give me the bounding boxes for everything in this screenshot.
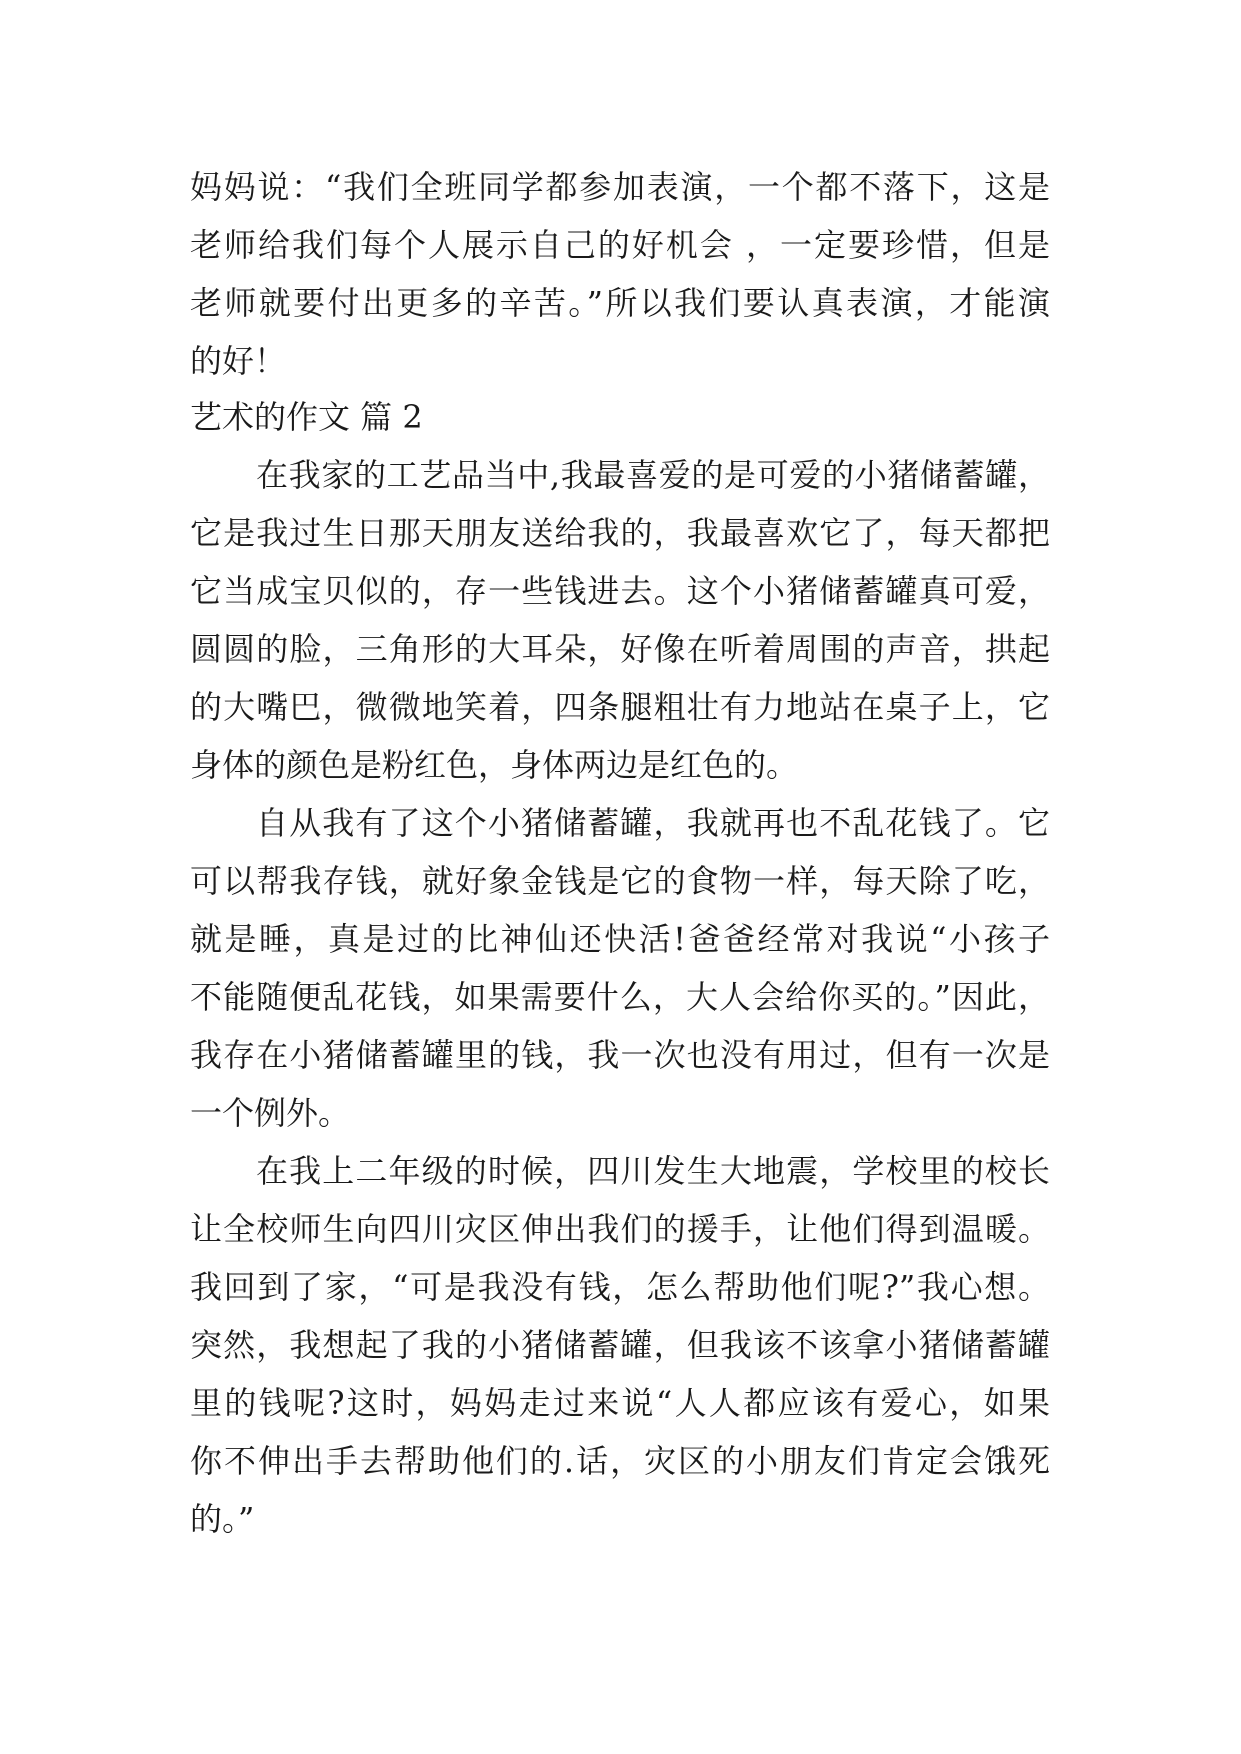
text-line: 老师就要付出更多的辛苦。”所以我们要认真表演，才能演	[190, 284, 1050, 322]
text-line: 突然，我想起了我的小猪储蓄罐，但我该不该拿小猪储蓄罐	[190, 1326, 1050, 1364]
text-line: 我存在小猪储蓄罐里的钱，我一次也没有用过，但有一次是	[190, 1036, 1050, 1074]
text-line: 的好！	[190, 342, 287, 380]
text-line: 可以帮我存钱，就好象金钱是它的食物一样，每天除了吃，	[190, 862, 1050, 900]
paragraph-first-line: 自从我有了这个小猪储蓄罐，我就再也不乱花钱了。它	[256, 804, 1050, 842]
text-line: 的。”	[190, 1500, 255, 1538]
text-line: 不能随便乱花钱，如果需要什么，大人会给你买的。”因此，	[190, 978, 1050, 1016]
text-line: 它当成宝贝似的，存一些钱进去。这个小猪储蓄罐真可爱，	[190, 572, 1050, 610]
paragraph-first-line: 在我家的工艺品当中,我最喜爱的是可爱的小猪储蓄罐，	[256, 456, 1050, 494]
text-line: 身体的颜色是粉红色，身体两边是红色的。	[190, 746, 799, 784]
text-line: 我回到了家，“可是我没有钱，怎么帮助他们呢?”我心想。	[190, 1268, 1050, 1306]
text-line: 里的钱呢?这时，妈妈走过来说“人人都应该有爱心，如果	[190, 1384, 1050, 1422]
text-line: 的大嘴巴，微微地笑着，四条腿粗壮有力地站在桌子上，它	[190, 688, 1050, 726]
text-line: 圆圆的脸，三角形的大耳朵，好像在听着周围的声音，拱起	[190, 630, 1050, 668]
text-line: 妈妈说：“我们全班同学都参加表演，一个都不落下，这是	[190, 168, 1050, 206]
text-line: 一个例外。	[190, 1094, 351, 1132]
text-line: 你不伸出手去帮助他们的.话，灾区的小朋友们肯定会饿死	[190, 1442, 1050, 1480]
paragraph-first-line: 在我上二年级的时候，四川发生大地震，学校里的校长	[256, 1152, 1050, 1190]
text-line: 让全校师生向四川灾区伸出我们的援手，让他们得到温暖。	[190, 1210, 1050, 1248]
text-line: 它是我过生日那天朋友送给我的，我最喜欢它了，每天都把	[190, 514, 1050, 552]
text-line: 老师给我们每个人展示自己的好机会 ，一定要珍惜，但是	[190, 226, 1050, 264]
section-heading: 艺术的作文 篇 2	[190, 398, 423, 436]
text-line: 就是睡，真是过的比神仙还快活!爸爸经常对我说“小孩子	[190, 920, 1050, 958]
